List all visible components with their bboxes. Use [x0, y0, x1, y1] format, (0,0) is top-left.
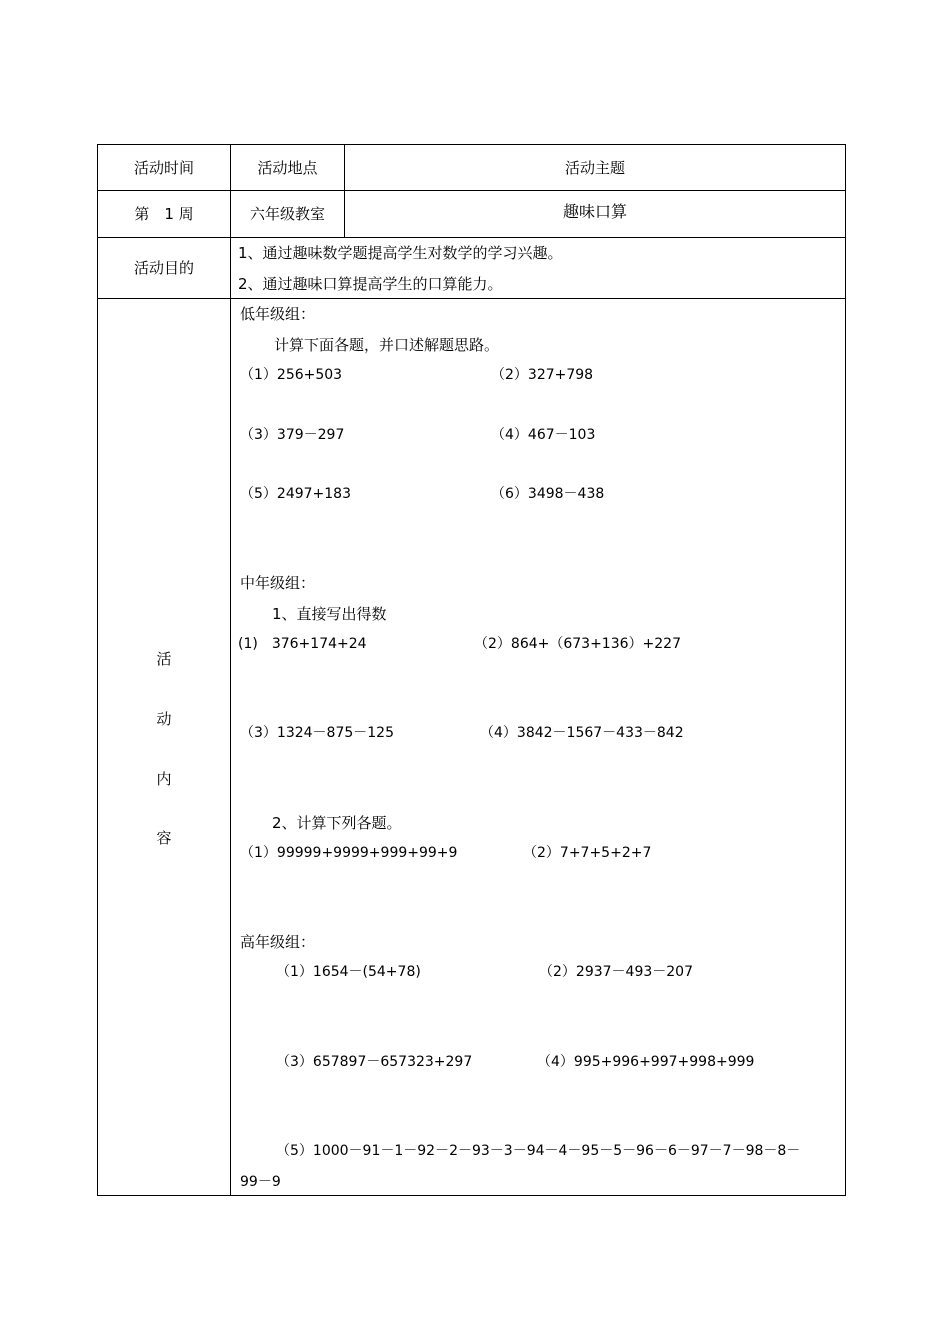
high-problem: （2）2937－493－207	[539, 964, 693, 980]
column-divider	[230, 145, 231, 1196]
mid-section-2: 2、计算下列各题。	[272, 814, 402, 832]
low-problem: （6）3498－438	[491, 486, 605, 502]
high-problem: （3）657897－657323+297	[276, 1054, 473, 1070]
content-label-char: 动	[156, 710, 172, 728]
mid-problem: (1) 376+174+24	[238, 636, 367, 652]
content-label-char: 活	[156, 650, 172, 668]
purpose-line-1: 1、通过趣味数学题提高学生对数学的学习兴趣。	[238, 244, 563, 262]
low-problem: （5）2497+183	[240, 486, 351, 502]
high-group-title: 高年级组：	[240, 933, 316, 951]
week-value: 第 1 周	[134, 205, 194, 223]
mid-problem: （3）1324－875－125	[240, 725, 394, 741]
header-place: 活动地点	[257, 159, 318, 177]
mid-problem: （1）99999+9999+999+99+9	[240, 845, 458, 861]
row-divider	[98, 190, 845, 191]
mid-section-1: 1、直接写出得数	[272, 605, 387, 623]
low-problem: （4）467－103	[491, 427, 596, 443]
mid-problem: （2）864+（673+136）+227	[474, 636, 681, 652]
row-divider	[98, 237, 845, 238]
activity-table	[97, 144, 846, 1196]
mid-problem: （2）7+7+5+2+7	[523, 845, 652, 861]
mid-group-title: 中年级组：	[240, 574, 316, 592]
header-time: 活动时间	[133, 159, 194, 177]
header-theme: 活动主题	[564, 159, 625, 177]
row-divider	[98, 298, 845, 299]
content-label-char: 内	[156, 770, 172, 788]
low-problem: （3）379－297	[240, 427, 345, 443]
high-long-problem-line-1: （5）1000－91－1－92－2－93－3－94－4－95－5－96－6－97－7－98－8－	[276, 1143, 801, 1159]
low-group-instruction: 计算下面各题，并口述解题思路。	[274, 336, 500, 354]
purpose-line-2: 2、通过趣味口算提高学生的口算能力。	[238, 275, 503, 293]
high-problem: （4）995+996+997+998+999	[537, 1054, 755, 1070]
low-group-title: 低年级组：	[240, 305, 316, 323]
theme-value: 趣味口算	[562, 202, 627, 221]
content-label-char: 容	[156, 829, 172, 847]
high-problem: （1）1654－(54+78)	[276, 964, 421, 980]
place-value: 六年级教室	[249, 205, 325, 223]
mid-problem: （4）3842－1567－433－842	[480, 725, 684, 741]
high-long-problem-line-2: 99－9	[240, 1174, 281, 1190]
low-problem: （1）256+503	[240, 367, 343, 383]
purpose-label: 活动目的	[133, 259, 194, 277]
low-problem: （2）327+798	[491, 367, 594, 383]
